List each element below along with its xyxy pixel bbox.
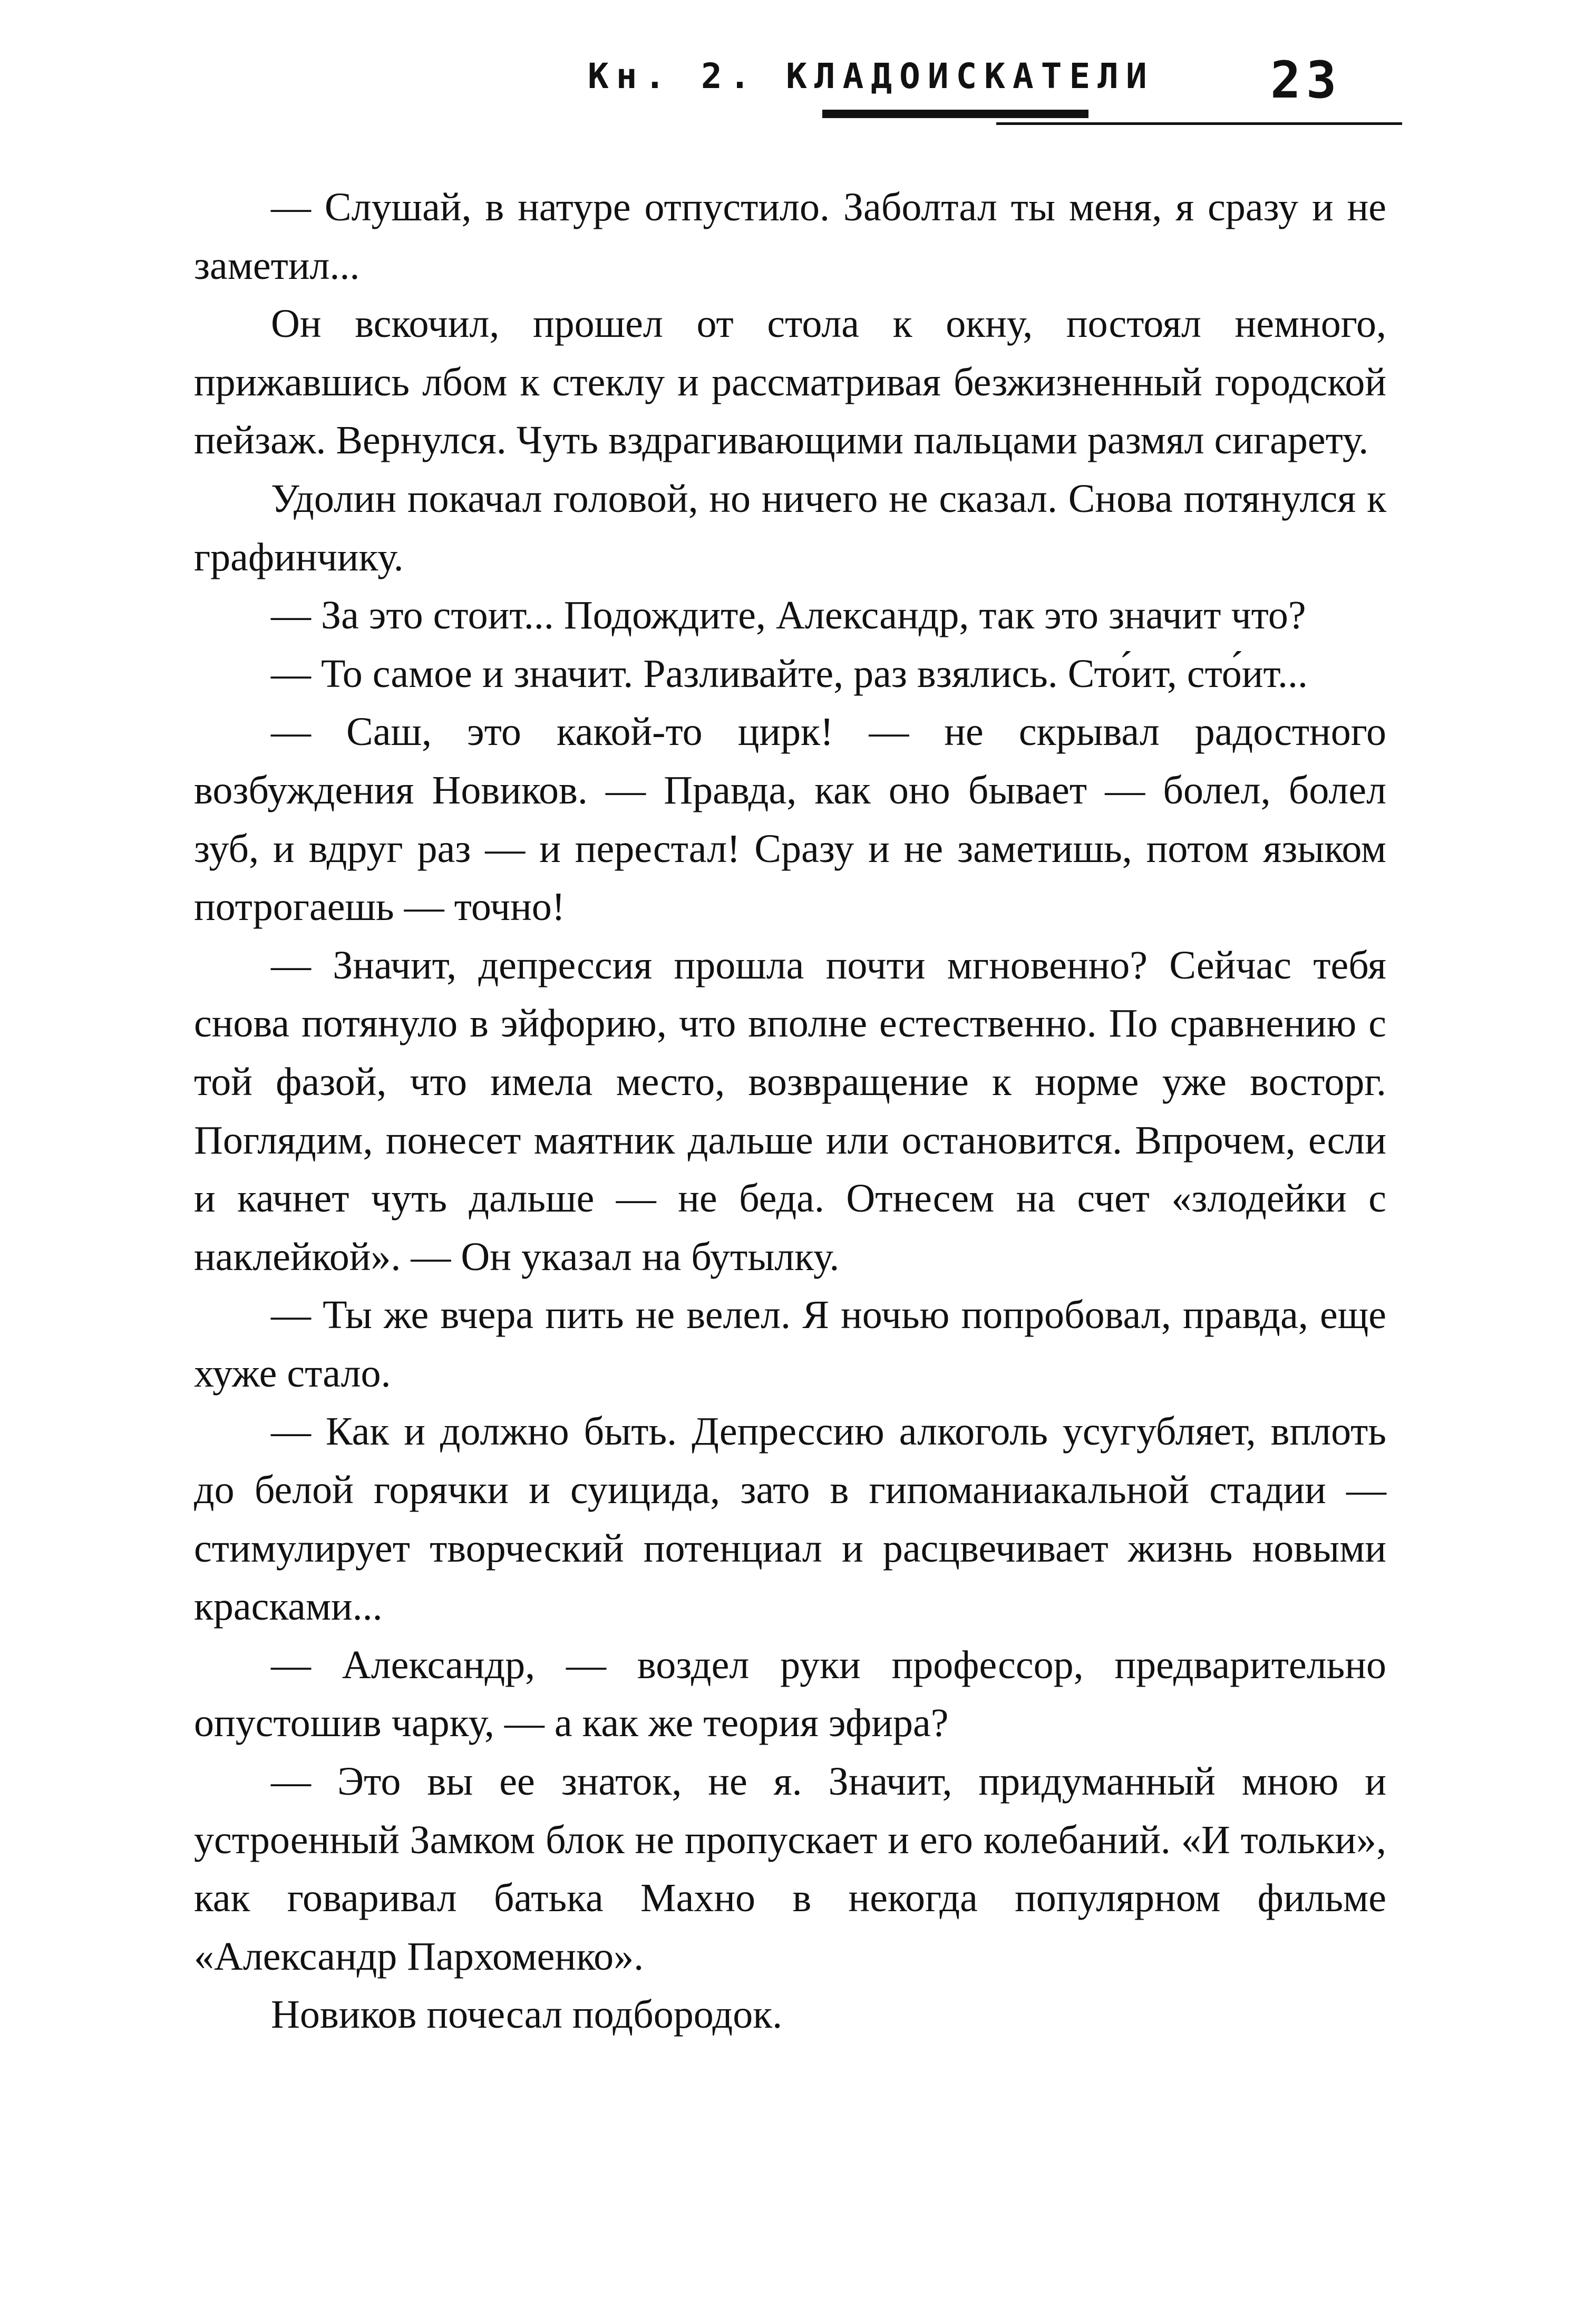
- paragraph: — Как и должно быть. Депрессию алкоголь усугубляет, вплоть до белой горячки и суицида, зато в гипоманиакальной стадии — стимулирует творческий потенциал и расцвечивает жизнь новыми красками...: [194, 1409, 1386, 1629]
- paragraph: — Саш, это какой-то цирк! — не скрывал радостного возбуждения Новиков. — Правда, как оно бывает — болел, болел зуб, и вдруг раз — и перестал! Сразу и не заметишь, потом языком потрогаешь — точно!: [194, 710, 1386, 929]
- page-number: 23: [1270, 51, 1342, 110]
- paragraph: — Слушай, в натуре отпустило. Заболтал ты меня, я сразу и не заметил...: [194, 185, 1386, 288]
- header-rule-thin: [996, 122, 1402, 125]
- body-text: [194, 178, 1386, 2044]
- paragraph: Он вскочил, прошел от стола к окну, постоял немного, прижавшись лбом к стеклу и рассматривая безжизненный городской пейзаж. Вернулся. Чуть вздрагивающими пальцами размял сигарету.: [194, 302, 1386, 463]
- paragraph: — Это вы ее знаток, не я. Значит, придуманный мною и устроенный Замком блок не пропускает и его колебаний. «И тольки», как говаривал батька Махно в некогда популярном фильме «Александр Пархоменко».: [194, 1759, 1386, 1979]
- paragraph: — Значит, депрессия прошла почти мгновенно? Сейчас тебя снова потянуло в эйфорию, что вполне естественно. По сравнению с той фазой, что имела место, возвращение к норме уже восторг. Поглядим, понесет маятник дальше или остановится. Впрочем, если и качнет чуть дальше — не беда. Отнесем на счет «злодейки с наклейкой». — Он указал на бутылку.: [194, 943, 1386, 1279]
- paragraph: — За это стоит... Подождите, Александр, так это значит что?: [271, 593, 1306, 638]
- paragraph: — Ты же вчера пить не велел. Я ночью попробовал, правда, еще хуже стало.: [194, 1293, 1386, 1396]
- paragraph: — То самое и значит. Разливайте, раз взялись. Сто́ит, сто́ит...: [271, 651, 1308, 696]
- header-rule-thick: [822, 110, 1088, 118]
- paragraph: Новиков почесал подбородок.: [271, 1992, 783, 2037]
- paragraph: — Александр, — воздел руки профессор, предварительно опустошив чарку, — а как же теория эфира?: [194, 1642, 1386, 1746]
- paragraph: Удолин покачал головой, но ничего не сказал. Снова потянулся к графинчику.: [194, 476, 1386, 579]
- running-title: Кн. 2. КЛАДОИСКАТЕЛИ: [588, 56, 1154, 96]
